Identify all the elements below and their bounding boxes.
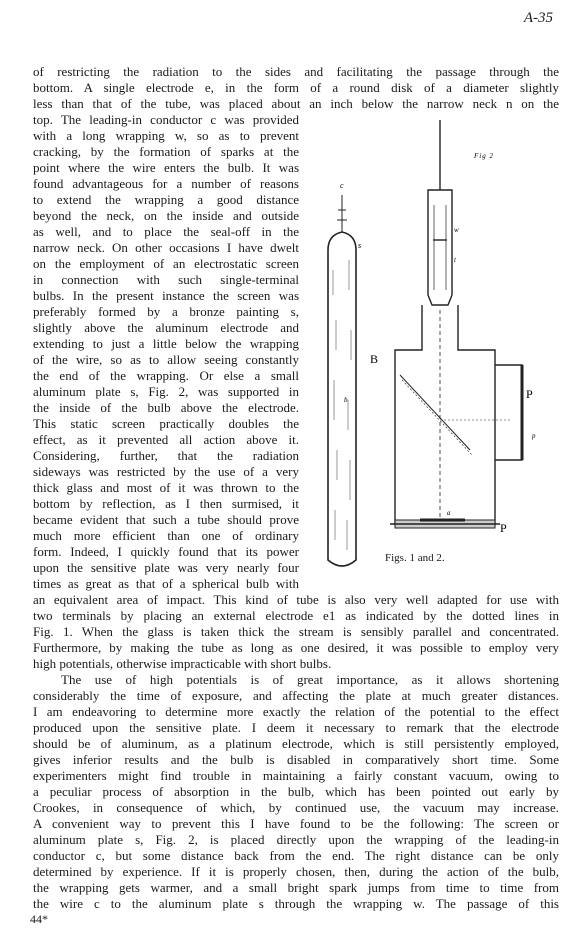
label-P-bottom: P <box>500 521 507 535</box>
text-line: experimenters might find trouble in maintaining a fairly constant vacuum, owing to <box>33 768 559 783</box>
text-line: of restricting the radiation to the sides and facilitating the passage through the <box>33 64 559 79</box>
text-line: effect, as it prevented all action above it. <box>33 432 299 447</box>
text-line: Furthermore, by making the tube as long as one desired, it was possible to employ very <box>33 640 559 655</box>
text-line: on the employment of an electrostatic screen <box>33 256 299 271</box>
label-p: p <box>532 432 536 440</box>
text-line: thick glass and most of it was thrown to the <box>33 480 299 495</box>
text-line: form. Indeed, I quickly found that its power <box>33 544 299 559</box>
text-line: two terminals by placing an external electrode e1 as indicated by the dotted lines in <box>33 608 559 623</box>
text-line: of the wire, so as to allow seeing constantly <box>33 352 299 367</box>
text-line: beyond the neck, on the inside and outside <box>33 208 299 223</box>
text-line: should be of aluminum, as a platinum electrode, which is still persistently employed, <box>33 736 559 751</box>
text-line: narrow neck. On other occasions I have dwelt <box>33 240 299 255</box>
text-line: found advantageous for a number of reasons <box>33 176 299 191</box>
text-line: aluminum plate s, Fig. 2, is placed directly upon the wrapping of the leading-in <box>33 832 559 847</box>
text-line: became evident that such a tube should prove <box>33 512 299 527</box>
text-line: bottom by reflection, as I then surmised, it <box>33 496 299 511</box>
text-line: produced upon the sensitive plate. I deem it necessary to remark that the electrode <box>33 720 559 735</box>
text-line: in connection with such single-terminal <box>33 272 299 287</box>
text-line: preferably formed by a bronze painting s, <box>33 304 299 319</box>
text-line: a peculiar process of absorption in the bulb, which has been pointed out early by <box>33 784 559 799</box>
text-line: the wire c to the aluminum plate s through the wrapping w. The passage of this <box>33 896 559 911</box>
text-line: A convenient way to prevent this I have found to be the following: The screen or <box>33 816 559 831</box>
text-line: times as great as that of a spherical bulb with <box>33 576 299 591</box>
text-line: with a long wrapping w, so as to prevent <box>33 128 299 143</box>
text-line: as well, and to place the seal-off in the <box>33 224 299 239</box>
figure-caption: Figs. 1 and 2. <box>385 552 445 564</box>
text-line: extending to just a little below the wrapping <box>33 336 299 351</box>
text-line: the wrapping gets warmer, and a small bright spark jumps from time to time from <box>33 880 559 895</box>
label-b: b <box>344 396 348 404</box>
text-line: an equivalent area of impact. This kind of tube is also very well adapted for use with <box>33 592 559 607</box>
text-line: Crookes, in consequence of which, by continued use, the vacuum may increase. <box>33 800 559 815</box>
label-t: t <box>454 256 456 264</box>
text-line: sideways was restricted by the use of a very <box>33 464 299 479</box>
fig2-apparatus <box>390 120 522 528</box>
text-line: conductor c, but some distance back from the end. The right distance can be only <box>33 848 559 863</box>
text-line: the inside of the bulb above the electrode. <box>33 400 299 415</box>
page-number: A-35 <box>523 10 553 26</box>
text-line: The use of high potentials is of great importance, as it allows shortening <box>61 672 559 687</box>
text-line: This static screen practically doubles the <box>33 416 299 431</box>
text-line: Considering, further, that the radiation <box>33 448 299 463</box>
text-line: upon the sensitive plate was very nearly four <box>33 560 299 575</box>
figures-1-and-2 <box>300 120 560 580</box>
text-line: aluminum plate s, Fig. 2, was supported in <box>33 384 299 399</box>
label-P-right: P <box>526 387 533 401</box>
text-line: bulbs. In the present instance the screen was <box>33 288 299 303</box>
text-line: determined by experience. If it is properly chosen, then, during the action of the bulb, <box>33 864 559 879</box>
page-footer: 44* <box>30 912 48 926</box>
text-line: considerably the time of exposure, and affecting the plate at much greater distances. <box>33 688 559 703</box>
label-fig2: Fig 2 <box>474 152 494 160</box>
text-line: high potentials, otherwise impracticable with short bulbs. <box>33 656 332 671</box>
text-line: slightly above the aluminum electrode and <box>33 320 299 335</box>
text-line: bottom. A single electrode e, in the form of a round disk of a diameter slightly <box>33 80 559 95</box>
text-line: I am endeavoring to determine more exactly the relation of the potential to the effect <box>33 704 559 719</box>
text-line: less than that of the tube, was placed about an inch below the narrow neck n on the <box>33 96 559 111</box>
fig1-tube <box>328 195 356 566</box>
label-w: w <box>454 226 459 234</box>
label-c: c <box>340 181 344 190</box>
text-line: gives inferior results and the bulb is disabled in comparatively short time. Some <box>33 752 559 767</box>
text-line: cracking, by the formation of sparks at the <box>33 144 299 159</box>
label-s: s <box>358 241 362 250</box>
text-line: top. The leading-in conductor c was provided <box>33 112 299 127</box>
text-line: to extend the wrapping a good distance <box>33 192 299 207</box>
text-line: point where the wire enters the bulb. It was <box>33 160 299 175</box>
label-B: B <box>370 352 379 366</box>
text-line: much more efficient than one of ordinary <box>33 528 299 543</box>
label-a: a <box>447 509 451 517</box>
text-line: Fig. 1. When the glass is taken thick the stream is sensibly parallel and concentrated. <box>33 624 559 639</box>
text-line: the end of the wrapping. Or else a small <box>33 368 299 383</box>
